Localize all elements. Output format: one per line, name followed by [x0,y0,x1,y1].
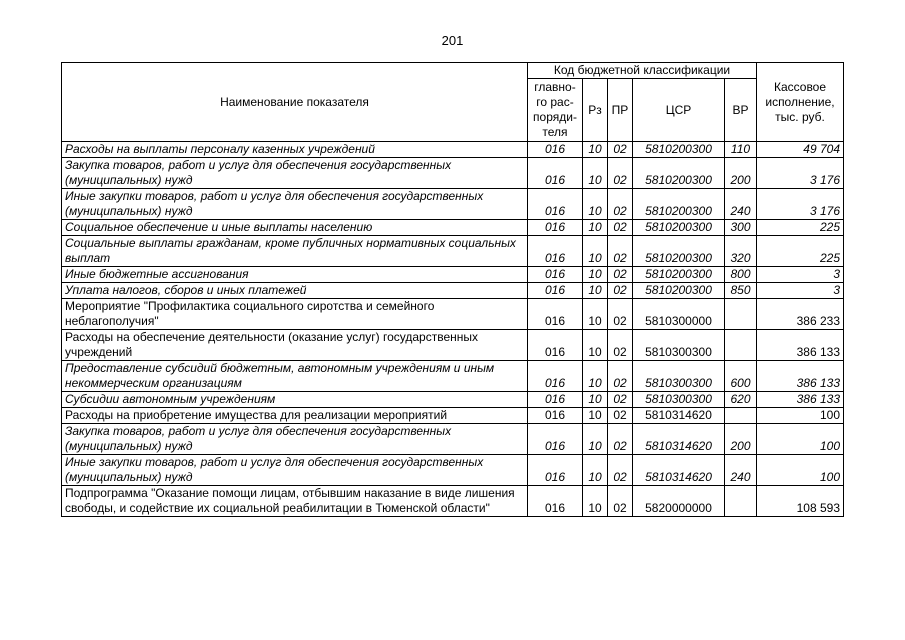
row-pr: 02 [608,189,633,220]
row-grbs: 016 [528,220,583,236]
header-name: Наименование показателя [62,63,528,142]
row-grbs: 016 [528,330,583,361]
row-pr: 02 [608,299,633,330]
row-name: Закупка товаров, работ и услуг для обеспечения государственных (муниципальных) нужд [62,424,528,455]
row-grbs: 016 [528,189,583,220]
row-rz: 10 [583,142,608,158]
row-amount: 100 [757,408,844,424]
table-row [62,486,844,517]
row-csr: 5810200300 [633,267,725,283]
row-grbs: 016 [528,408,583,424]
row-name: Мероприятие "Профилактика социального сиротства и семейного неблагополучия" [62,299,528,330]
row-rz: 10 [583,220,608,236]
row-name: Субсидии автономным учреждениям [62,392,528,408]
row-name: Иные закупки товаров, работ и услуг для обеспечения государственных (муниципальных) нужд [62,189,528,220]
row-pr: 02 [608,158,633,189]
row-vr: 240 [725,189,757,220]
row-name: Иные бюджетные ассигнования [62,267,528,283]
table-row [62,189,844,220]
header-pr: ПР [608,79,633,142]
row-pr: 02 [608,455,633,486]
row-csr: 5810200300 [633,283,725,299]
row-rz: 10 [583,424,608,455]
header-grbs: главно-го рас-поряди-теля [528,79,583,142]
table-row [62,220,844,236]
row-grbs: 016 [528,486,583,517]
row-amount: 3 176 [757,189,844,220]
row-pr: 02 [608,486,633,517]
table-row [62,392,844,408]
table-row [62,408,844,424]
row-vr [725,486,757,517]
table-row [62,236,844,267]
header-csr: ЦСР [633,79,725,142]
row-amount: 100 [757,455,844,486]
row-name: Расходы на обеспечение деятельности (оказание услуг) государственных учреждений [62,330,528,361]
row-grbs: 016 [528,267,583,283]
row-name: Подпрограмма "Оказание помощи лицам, отбывшим наказание в виде лишения свободы, и содействие их социальной реабилитации в Тюменской области" [62,486,528,517]
row-pr: 02 [608,330,633,361]
row-vr [725,299,757,330]
row-vr: 110 [725,142,757,158]
row-pr: 02 [608,267,633,283]
row-pr: 02 [608,236,633,267]
row-grbs: 016 [528,361,583,392]
row-vr [725,330,757,361]
table-row [62,299,844,330]
row-amount: 225 [757,220,844,236]
table-row [62,424,844,455]
row-pr: 02 [608,361,633,392]
header-vr: ВР [725,79,757,142]
row-name: Предоставление субсидий бюджетным, автономным учреждениям и иным некоммерческим организациям [62,361,528,392]
page-number: 201 [441,33,464,48]
row-amount: 386 133 [757,361,844,392]
row-grbs: 016 [528,392,583,408]
row-csr: 5810200300 [633,158,725,189]
row-name: Закупка товаров, работ и услуг для обеспечения государственных (муниципальных) нужд [62,158,528,189]
row-csr: 5810200300 [633,189,725,220]
row-grbs: 016 [528,424,583,455]
row-vr: 240 [725,455,757,486]
row-vr: 800 [725,267,757,283]
row-rz: 10 [583,392,608,408]
row-vr: 620 [725,392,757,408]
header-rz: Рз [583,79,608,142]
row-amount: 100 [757,424,844,455]
row-csr: 5810314620 [633,408,725,424]
row-amount: 386 133 [757,392,844,408]
row-amount: 3 [757,267,844,283]
row-name: Социальные выплаты гражданам, кроме публичных нормативных социальных выплат [62,236,528,267]
row-amount: 386 133 [757,330,844,361]
row-name: Расходы на приобретение имущества для реализации мероприятий [62,408,528,424]
row-csr: 5810300300 [633,330,725,361]
row-csr: 5810300300 [633,361,725,392]
row-csr: 5810314620 [633,424,725,455]
row-vr [725,408,757,424]
table-row [62,283,844,299]
row-rz: 10 [583,361,608,392]
row-pr: 02 [608,392,633,408]
row-name: Иные закупки товаров, работ и услуг для обеспечения государственных (муниципальных) нужд [62,455,528,486]
row-amount: 3 176 [757,158,844,189]
table-row [62,142,844,158]
row-pr: 02 [608,408,633,424]
row-vr: 850 [725,283,757,299]
row-grbs: 016 [528,158,583,189]
row-grbs: 016 [528,236,583,267]
row-pr: 02 [608,283,633,299]
header-amount: Кассовое исполнение, тыс. руб. [757,63,844,142]
row-csr: 5810314620 [633,455,725,486]
row-rz: 10 [583,158,608,189]
row-name: Уплата налогов, сборов и иных платежей [62,283,528,299]
table-row [62,267,844,283]
row-vr: 200 [725,424,757,455]
row-rz: 10 [583,189,608,220]
row-vr: 320 [725,236,757,267]
row-vr: 200 [725,158,757,189]
row-grbs: 016 [528,283,583,299]
row-pr: 02 [608,424,633,455]
table-row [62,158,844,189]
row-grbs: 016 [528,455,583,486]
table-row [62,330,844,361]
row-csr: 5810200300 [633,142,725,158]
row-csr: 5820000000 [633,486,725,517]
row-amount: 225 [757,236,844,267]
row-csr: 5810200300 [633,220,725,236]
row-csr: 5810300300 [633,392,725,408]
row-amount: 3 [757,283,844,299]
row-vr: 600 [725,361,757,392]
row-amount: 386 233 [757,299,844,330]
row-vr: 300 [725,220,757,236]
row-rz: 10 [583,267,608,283]
row-rz: 10 [583,330,608,361]
table-row [62,455,844,486]
row-name: Социальное обеспечение и иные выплаты населению [62,220,528,236]
row-grbs: 016 [528,299,583,330]
table-body [62,142,844,517]
header-code-group: Код бюджетной классификации [528,63,757,79]
row-rz: 10 [583,299,608,330]
row-csr: 5810300000 [633,299,725,330]
table-row [62,361,844,392]
row-rz: 10 [583,486,608,517]
row-grbs: 016 [528,142,583,158]
row-amount: 108 593 [757,486,844,517]
row-rz: 10 [583,283,608,299]
row-rz: 10 [583,408,608,424]
row-pr: 02 [608,220,633,236]
row-csr: 5810200300 [633,236,725,267]
row-name: Расходы на выплаты персоналу казенных учреждений [62,142,528,158]
row-rz: 10 [583,455,608,486]
row-pr: 02 [608,142,633,158]
row-amount: 49 704 [757,142,844,158]
row-rz: 10 [583,236,608,267]
budget-execution-table [61,62,844,517]
